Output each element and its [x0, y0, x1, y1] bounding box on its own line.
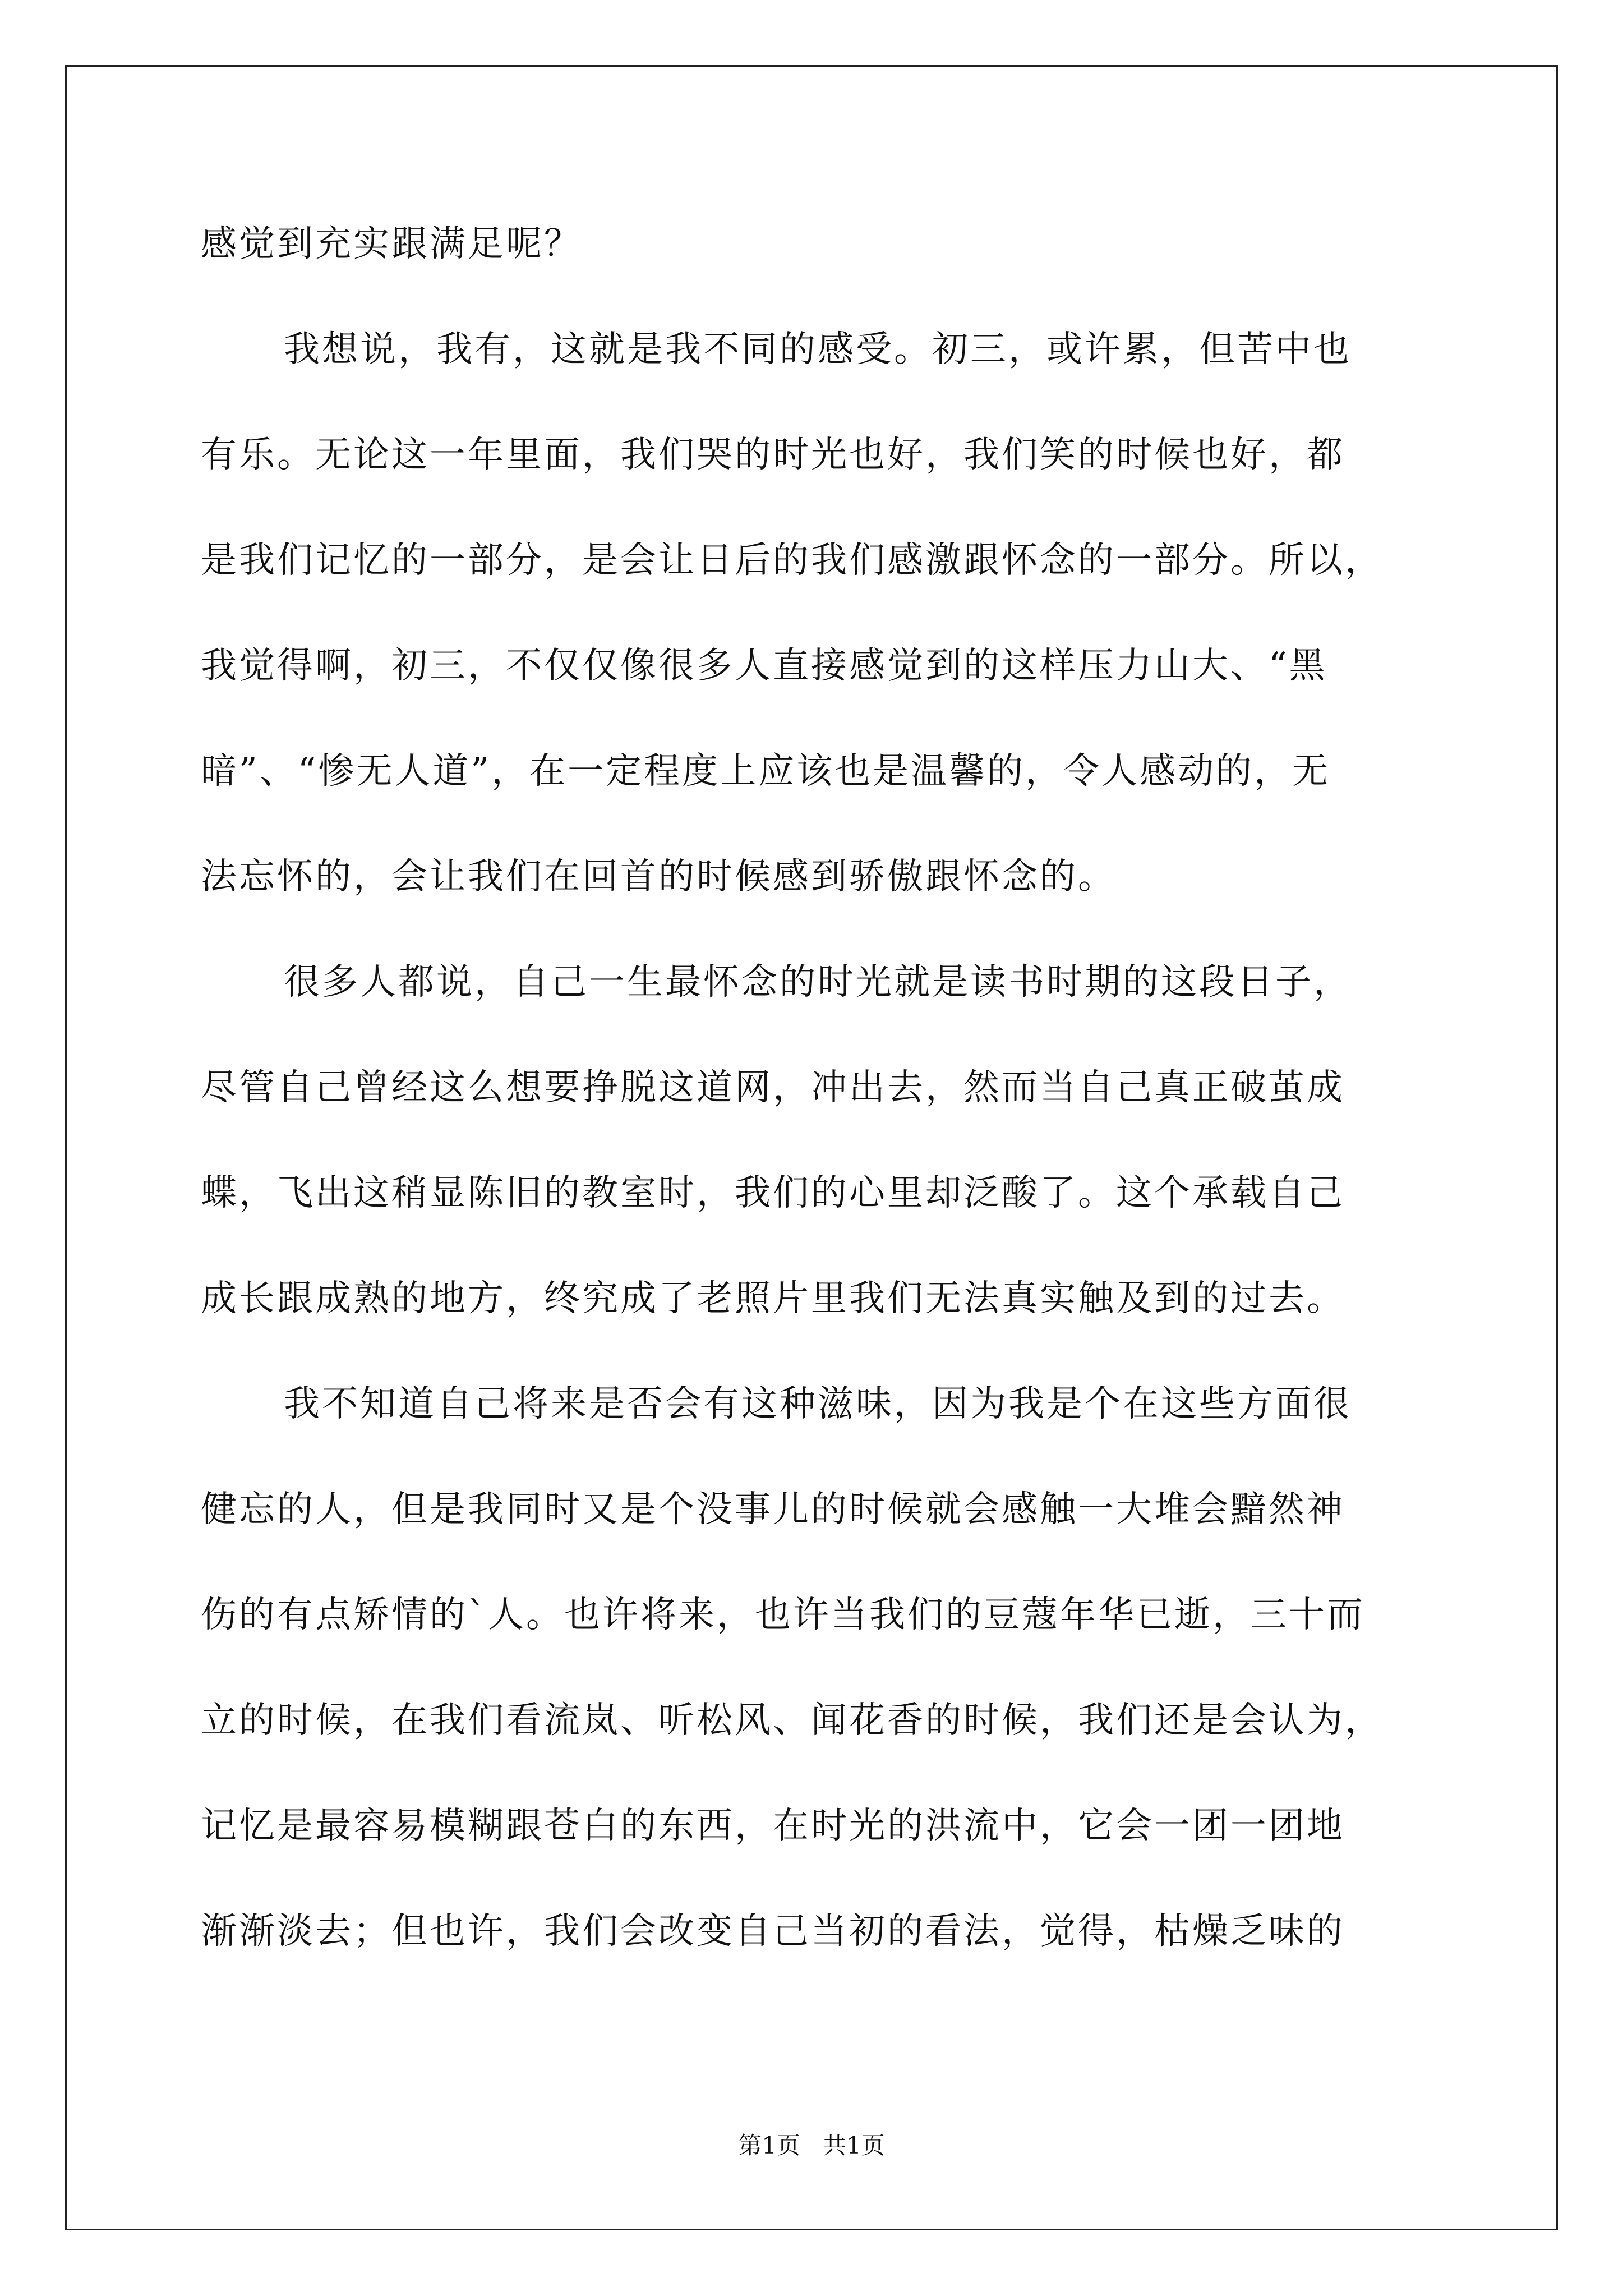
text-line: 我觉得啊，初三，不仅仅像很多人直接感觉到的这样压力山大、“黑 — [201, 645, 1327, 687]
text-line: 成长跟成熟的地方，终究成了老照片里我们无法真实触及到的过去。 — [201, 1278, 1345, 1319]
text-line: 健忘的人，但是我同时又是个没事儿的时候就会感触一大堆会黯然神 — [201, 1489, 1345, 1530]
text-line: 蝶，飞出这稍显陈旧的教室时，我们的心里却泛酸了。这个承载自己 — [201, 1172, 1345, 1214]
text-line: 感觉到充实跟满足呢？ — [201, 223, 582, 265]
text-line: 尽管自己曾经这么想要挣脱这道网，冲出去，然而当自己真正破茧成 — [201, 1067, 1345, 1108]
text-line: 有乐。无论这一年里面，我们哭的时光也好，我们笑的时候也好，都 — [201, 434, 1345, 476]
text-line: 记忆是最容易模糊跟苍白的东西，在时光的洪流中，它会一团一团地 — [201, 1805, 1345, 1847]
paragraph-first-line: 很多人都说，自己一生最怀念的时光就是读书时期的这段日子， — [284, 961, 1352, 1003]
paragraph-first-line: 我想说，我有，这就是我不同的感受。初三，或许累，但苦中也 — [284, 329, 1352, 370]
text-line: 是我们记忆的一部分，是会让日后的我们感激跟怀念的一部分。所以， — [201, 540, 1383, 581]
paragraph-first-line: 我不知道自己将来是否会有这种滋味，因为我是个在这些方面很 — [284, 1383, 1352, 1425]
text-line: 暗”、“惨无人道”，在一定程度上应该也是温馨的，令人感动的，无 — [201, 751, 1331, 792]
page-number-footer: 第1页 共1页 — [738, 2132, 885, 2159]
text-line: 伤的有点矫情的`人。也许将来，也许当我们的豆蔻年华已逝，三十而 — [201, 1594, 1365, 1636]
text-line: 渐渐淡去；但也许，我们会改变自己当初的看法，觉得，枯燥乏味的 — [201, 1911, 1345, 1952]
document-body — [201, 213, 1435, 2006]
text-line: 法忘怀的，会让我们在回首的时候感到骄傲跟怀念的。 — [201, 856, 1116, 898]
text-line: 立的时候，在我们看流岚、听松风、闻花香的时候，我们还是会认为， — [201, 1700, 1383, 1741]
